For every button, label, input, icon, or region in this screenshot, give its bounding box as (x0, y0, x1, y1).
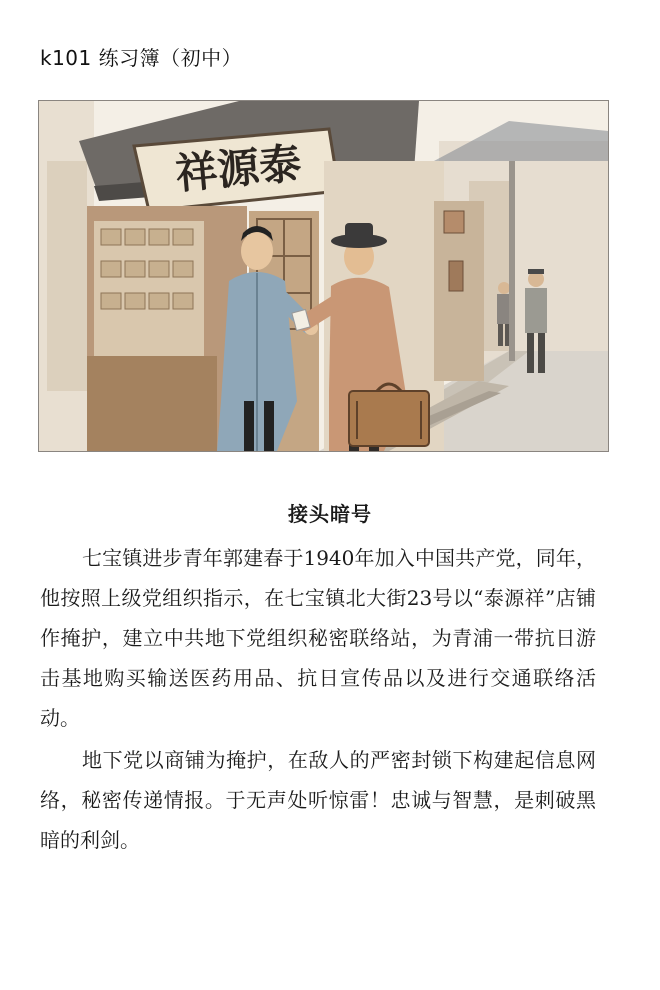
sign-text: 祥源泰 (173, 138, 304, 199)
article-paragraph-2: 地下党以商铺为掩护，在敌人的严密封锁下构建起信息网络，秘密传递情报。于无声处听惊雷！忠诚与智慧，是刺破黑暗的利剑。 (40, 748, 596, 852)
workbook-header: k101 练习簿（初中） (40, 46, 243, 70)
article-title: 接头暗号 (288, 502, 372, 526)
street-scene-illustration (38, 100, 609, 452)
article-paragraph-1: 七宝镇进步青年郭建春于1940年加入中国共产党，同年，他按照上级党组织指示，在七宝镇北大街23号以“泰源祥”店铺作掩护，建立中共地下党组织秘密联络站，为青浦一带抗日游击基地购买输送医药用品、抗日宣传品以及进行交通联络活动。 (40, 546, 596, 730)
